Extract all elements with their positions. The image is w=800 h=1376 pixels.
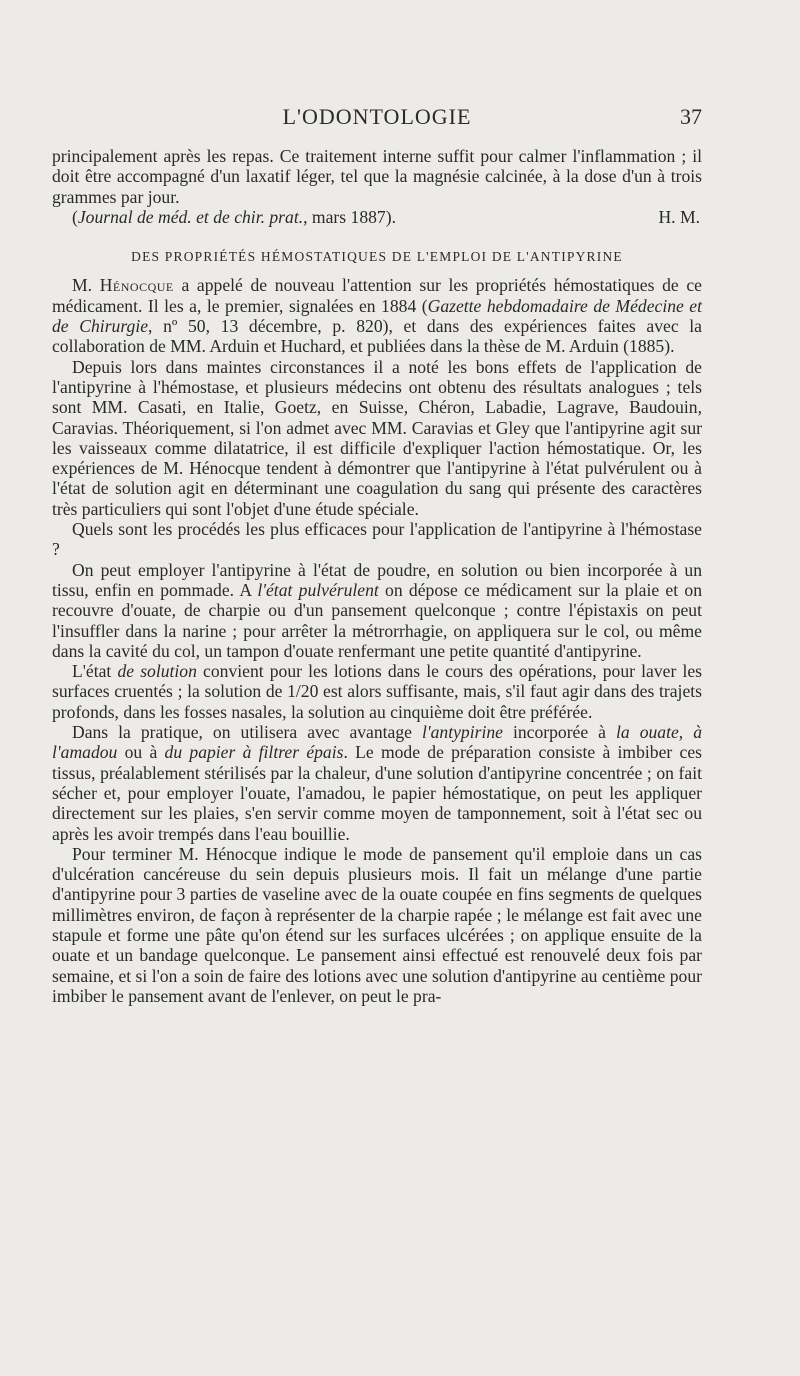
section-title: DES PROPRIÉTÉS HÉMOSTATIQUES DE L'EMPLOI DE L'ANTIPYRINE — [131, 249, 623, 265]
paragraph: Depuis lors dans maintes circonstances il a noté les bons effets de l'application de l'antipyrine à l'hémostase, et plusieurs médecins ont obtenu des résultats analogues ; tels sont MM. Casati, en Italie, Goetz, en Suisse, Chéron, Labadie, Lagrave, Baudouin, Caravias. Théoriquement, si l'on admet avec MM. Caravias et Gley que l'antipyrine agit sur les vaisseaux comme dilatatrice, il est difficile d'expliquer l'action hémostatique. Or, les expériences de M. Hénocque tendent à démontrer que l'antipyrine à l'état pulvérulent ou à l'état de solution agit en déterminant une coagulation du sang qui présente des caractères très particuliers qui sont l'objet d'une étude spéciale. — [52, 356, 702, 519]
emphasis: du papier à filtrer épais — [164, 742, 344, 763]
emphasis: la ouate, à l'amadou — [52, 722, 702, 763]
emphasis: l'état pulvérulent — [257, 579, 379, 600]
source-citation — [52, 207, 702, 227]
paragraph: M. Hénocque a appelé de nouveau l'attention sur les propriétés hémostatiques de ce médicament. Il les a, le premier, signalées en 1884 (Gazette hebdomadaire de Médecine et de Chirurgie, nº 50, 13 décembre, p. 820), et dans des expériences faites avec la collaboration de MM. Arduin et Huchard, et publiées dans la thèse de M. Arduin (1885). — [52, 275, 703, 357]
citation-reference: (Journal de méd. et de chir. prat., mars 1887). — [72, 206, 396, 227]
paragraph: Dans la pratique, on utilisera avec avantage l'antypirine incorporée à la ouate, à l'amadou ou à du papier à filtrer épais. Le mode de préparation consiste à imbiber ces tissus, préalablement stérilisés par la chaleur, d'une solution d'antipyrine concentrée ; on fait sécher et, pour employer l'ouate, l'amadou, le papier hémostatique, on peut les appliquer directement sur les plaies, s'en servir comme moyen de tamponnement, soit à l'état sec ou après les avoir trempés dans l'eau bouillie. — [52, 722, 702, 844]
paragraph: L'état de solution convient pour les lotions dans le cours des opérations, pour laver les surfaces cruentés ; la solution de 1/20 est alors suffisante, mais, s'il faut agir dans des trajets profonds, dans les fosses nasales, la solution au cinquième doit être préférée. — [52, 661, 702, 722]
paragraph: On peut employer l'antipyrine à l'état de poudre, en solution ou bien incorporée à un tissu, enfin en pommade. A l'état pulvérulent on dépose ce médicament sur la plaie et on recouvre d'ouate, de charpie ou d'un pansement quelconque ; contre l'épistaxis on peut l'insuffler dans la narine ; pour arrêter la métrorrhagie, on appliquera sur le col, ou même dans la cavité du col, un tampon d'ouate renfermant une petite quantité d'antipyrine. — [52, 559, 702, 661]
paragraph: Quels sont les procédés les plus efficaces pour l'application de l'antipyrine à l'hémostase ? — [52, 519, 702, 560]
page-header — [52, 104, 702, 134]
citation-author: H. M. — [658, 206, 700, 227]
continuation-paragraph: principalement après les repas. Ce traitement interne suffit pour calmer l'inflammation ; il doit être accompagné d'un laxatif léger, tel que la magnésie calcinée, à la dose d'un à trois grammes par jour. — [52, 146, 702, 207]
paragraph: Pour terminer M. Hénocque indique le mode de pansement qu'il emploie dans un cas d'ulcération cancéreuse du sein depuis plusieurs mois. Il fait un mélange d'une partie d'antipyrine pour 3 parties de vaseline avec de la ouate coupée en fins segments de quelques millimètres environ, de façon à représenter de la charpie rapée ; le mélange est fait avec une stapule et forme une pâte qu'on étend sur les surfaces ulcérées ; on applique ensuite de la ouate et un bandage quelconque. Le pansement ainsi effectué est renouvelé deux fois par semaine, et si l'on a soin de faire des lotions avec une solution d'antipyrine au centième pour imbiber le pansement avant de l'enlever, on peut le pra- — [52, 843, 702, 1006]
citation-date: , mars 1887). — [303, 206, 396, 227]
page-number: 37 — [680, 104, 702, 129]
emphasis: de solution — [117, 661, 197, 682]
article-body — [52, 146, 702, 1006]
journal-title: Gazette hebdomadaire de Médecine et de Chirurgie — [52, 295, 703, 337]
emphasis: l'antypirine — [421, 722, 503, 743]
author-name: Hénocque — [99, 275, 174, 296]
running-title: L'ODONTOLOGIE — [282, 104, 472, 129]
citation-journal: Journal de méd. et de chir. prat. — [77, 206, 304, 227]
